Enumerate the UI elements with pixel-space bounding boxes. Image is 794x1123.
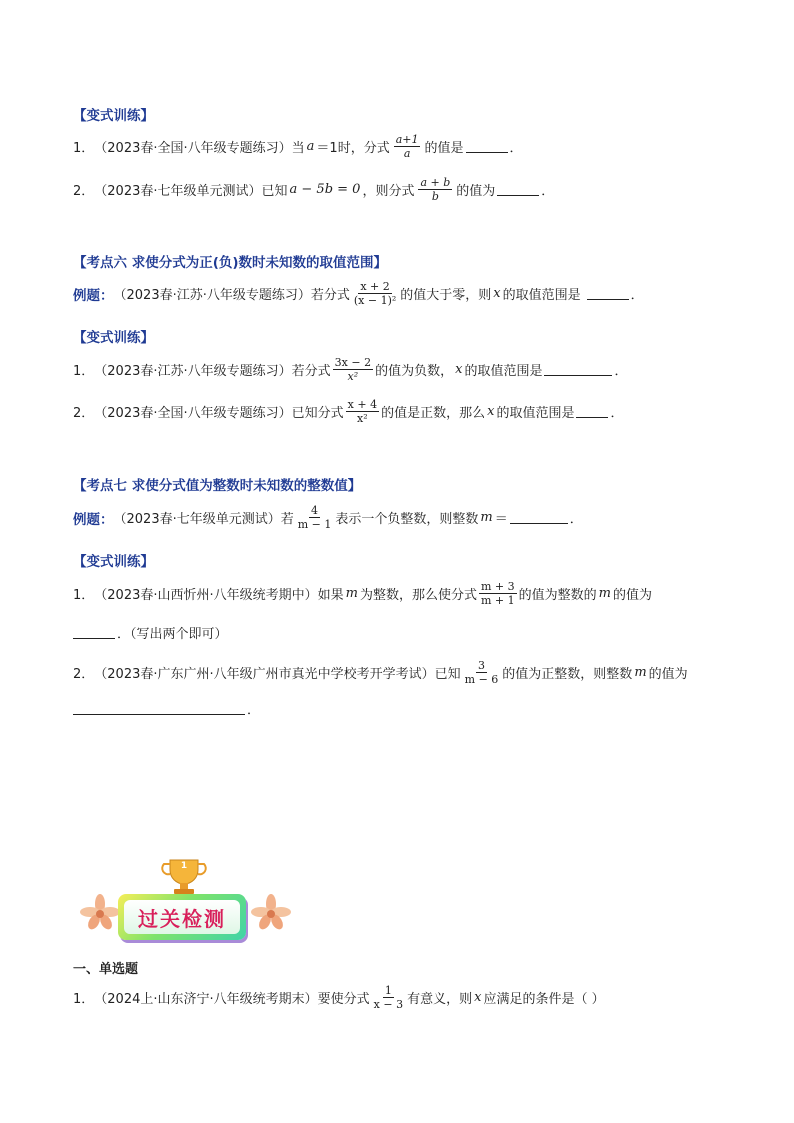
variable: m [480, 510, 493, 525]
trophy-number: 1 [180, 861, 188, 871]
question-text: 的值为正整数，则整数 [502, 667, 633, 682]
question-text: ． [614, 364, 628, 379]
question-text: 若 [280, 512, 294, 527]
question-text: 的值是 [424, 141, 464, 156]
question-text: 若分式 [310, 288, 350, 303]
example-label: 例题： [73, 511, 114, 528]
fraction-numerator: a+1 [395, 133, 419, 146]
section-6-title: 【考点六 求使分式为正(负)数时未知数的取值范围】 [73, 255, 388, 271]
flower-left-icon [80, 894, 120, 931]
fraction-numerator: a + b [420, 176, 451, 189]
question-text: 的值是正数，那么 [381, 406, 486, 421]
answer-blank[interactable] [544, 363, 612, 376]
fraction-numerator: 4 [311, 504, 319, 517]
example-6 [73, 280, 644, 307]
question-text: ． [509, 141, 523, 156]
variable: a [306, 139, 315, 154]
question-number: 1． [73, 992, 95, 1007]
fraction-denominator: m − 1 [297, 518, 332, 531]
question-text: ＝1时，分式 [316, 141, 390, 156]
fraction-numerator: 3 [477, 659, 485, 672]
question-source: （2023春·七年级单元测试） [94, 184, 262, 199]
question-source: （2023春·全国·八年级专题练习） [94, 406, 292, 421]
fraction [463, 659, 501, 686]
fraction-numerator: x + 2 [360, 280, 390, 293]
variant-header: 【变式训练】 [73, 330, 154, 346]
answer-blank[interactable] [73, 702, 245, 715]
fraction [346, 398, 379, 425]
question-text: ． [247, 703, 261, 718]
answer-blank[interactable] [510, 511, 568, 524]
question-text: ． [569, 512, 583, 527]
question-v1-1 [73, 133, 523, 160]
answer-blank[interactable] [587, 287, 629, 300]
fraction-denominator: x² [347, 370, 359, 383]
fraction [416, 176, 454, 203]
variable: m [345, 586, 358, 601]
answer-blank[interactable] [73, 626, 115, 639]
question-text: 当 [291, 141, 305, 156]
section-7-title: 【考点七 求使分式值为整数时未知数的整数值】 [73, 478, 362, 494]
question-text: 为整数，那么使分式 [359, 588, 477, 603]
question-text: 若分式 [291, 364, 331, 379]
question-text: 的值为整数的 [518, 588, 597, 603]
question-text: 如果 [317, 588, 344, 603]
question-source: （2024上·山东济宁·八年级统考期末） [94, 992, 318, 1007]
question-text: ＝ [494, 512, 508, 527]
question-text: 应满足的条件是（ ） [483, 992, 605, 1007]
variant-header: 【变式训练】 [73, 554, 154, 570]
single-choice-heading: 一、单选题 [73, 962, 139, 977]
fraction-numerator: m + 3 [481, 580, 515, 593]
question-text: 的取值范围是 [496, 406, 575, 421]
question-source: （2023春·山西忻州·八年级统考期中） [94, 588, 318, 603]
variable: x [493, 286, 501, 301]
question-text: ，则分式 [362, 184, 415, 199]
fraction [392, 133, 423, 160]
question-text: 的取值范围是 [464, 364, 543, 379]
question-number: 2． [73, 406, 95, 421]
question-text: 的值大于零，则 [400, 288, 492, 303]
test-question-1 [73, 984, 605, 1011]
answer-blank[interactable] [466, 140, 508, 153]
question-text: 有意义，则 [407, 992, 473, 1007]
variable: m [598, 586, 611, 601]
question-7-1 [73, 580, 652, 607]
flower-right-icon [251, 894, 291, 931]
answer-blank[interactable] [576, 405, 608, 418]
equation: a − 5b = 0 [289, 182, 361, 197]
question-text: ． [630, 288, 644, 303]
example-label: 例题： [73, 287, 114, 304]
fraction-denominator: (x − 1)² [353, 294, 397, 307]
question-source: （2023春·七年级单元测试） [113, 512, 281, 527]
question-number: 1． [73, 588, 95, 603]
question-number: 2． [73, 667, 95, 682]
question-source: （2023春·广东广州·八年级广州市真光中学校考开学考试） [94, 667, 435, 682]
question-text: ．（写出两个即可） [117, 627, 228, 642]
fraction-denominator: x − 3 [373, 998, 404, 1011]
question-text: 要使分式 [317, 992, 370, 1007]
fraction-denominator: m − 6 [464, 673, 499, 686]
question-number: 1． [73, 141, 95, 156]
variable: m [634, 665, 647, 680]
question-text: 的值为 [648, 667, 688, 682]
example-7 [73, 504, 583, 531]
question-text: 已知分式 [291, 406, 344, 421]
question-source: （2023春·江苏·八年级专题练习） [113, 288, 311, 303]
question-6-2 [73, 398, 623, 425]
fraction-numerator: 1 [384, 984, 392, 997]
question-source: （2023春·江苏·八年级专题练习） [94, 364, 292, 379]
fraction-denominator: b [431, 190, 439, 203]
question-text: 的取值范围是 [502, 288, 581, 303]
question-text: 的值为 [456, 184, 496, 199]
question-number: 1． [73, 364, 95, 379]
question-v1-2 [73, 176, 554, 203]
question-6-1 [73, 356, 627, 383]
question-text: 的值为 [612, 588, 652, 603]
question-7-2-continued [73, 699, 260, 718]
fraction [372, 984, 405, 1011]
fraction [352, 280, 398, 307]
question-text: ． [610, 406, 624, 421]
fraction [479, 580, 517, 607]
answer-blank[interactable] [497, 183, 539, 196]
variable: x [455, 362, 463, 377]
variant-header: 【变式训练】 [73, 108, 154, 124]
checkpoint-badge [78, 856, 293, 946]
question-7-1-continued [73, 623, 228, 642]
fraction-denominator: m + 1 [481, 594, 515, 607]
question-number: 2． [73, 184, 95, 199]
badge-frame [118, 894, 246, 940]
fraction-denominator: x² [357, 412, 368, 425]
fraction-numerator: x + 4 [347, 398, 378, 411]
question-7-2 [73, 659, 688, 686]
badge-label: 过关检测 [124, 900, 240, 934]
variable: x [474, 990, 482, 1005]
variable: x [487, 404, 495, 419]
question-text: 的值为负数， [375, 364, 454, 379]
question-text: 已知 [434, 667, 461, 682]
fraction [333, 356, 373, 383]
fraction-denominator: a [403, 147, 411, 160]
fraction-numerator: 3x − 2 [334, 356, 372, 369]
question-source: （2023春·全国·八年级专题练习） [94, 141, 292, 156]
question-text: 表示一个负整数，则整数 [335, 512, 479, 527]
question-text: ． [541, 184, 555, 199]
question-text: 已知 [261, 184, 288, 199]
fraction [296, 504, 334, 531]
